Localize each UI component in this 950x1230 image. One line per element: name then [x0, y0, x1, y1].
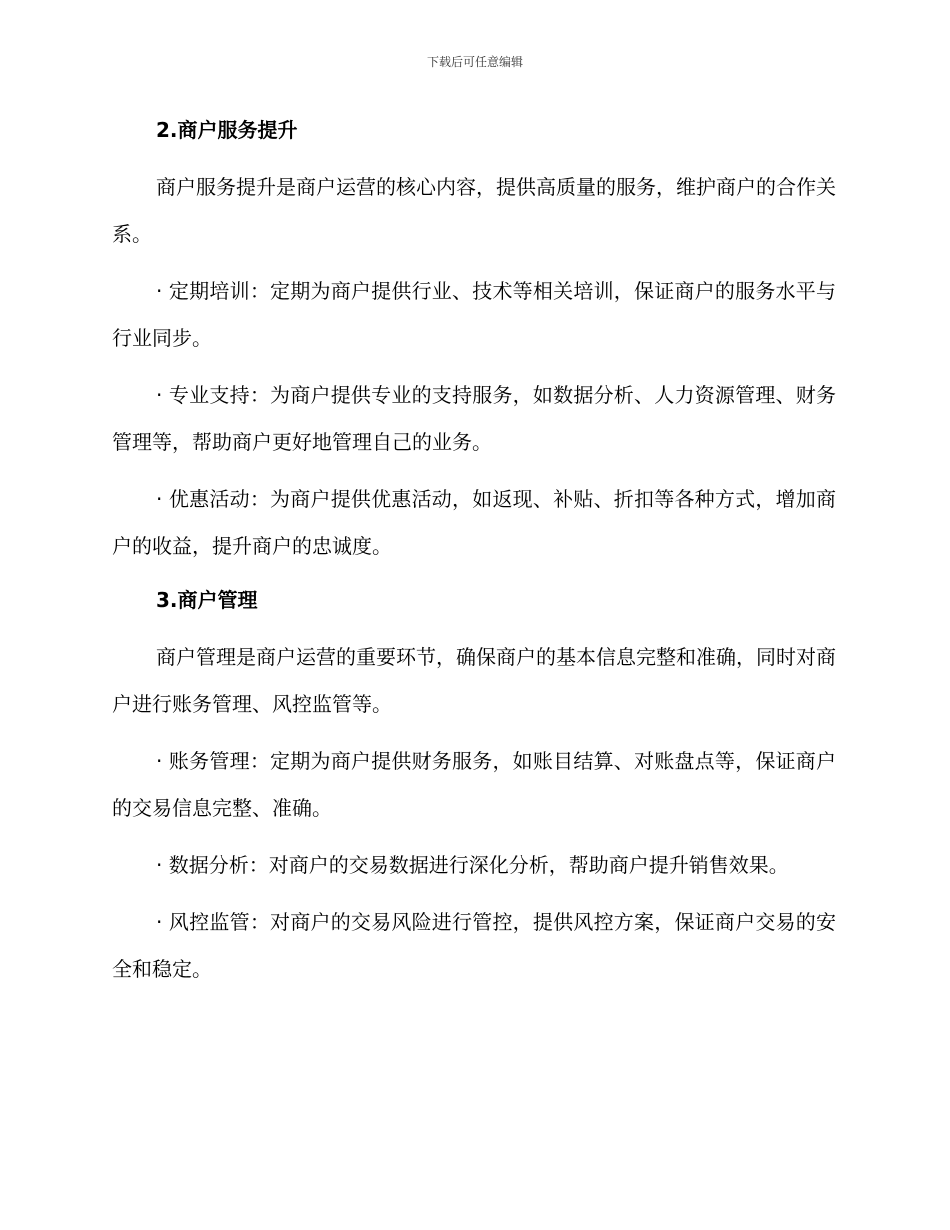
list-item-training: · 定期培训：定期为商户提供行业、技术等相关培训，保证商户的服务水平与行业同步。 [112, 279, 836, 350]
list-item-data-analysis: · 数据分析：对商户的交易数据进行深化分析，帮助商户提升销售效果。 [156, 853, 789, 877]
list-item-accounting: · 账务管理：定期为商户提供财务服务，如账目结算、对账盘点等，保证商户的交易信息完整、准确。 [112, 749, 836, 820]
section-heading-management: 3.商户管理 [156, 588, 258, 612]
document-body [112, 110, 836, 1003]
list-item-risk-control: · 风控监管：对商户的交易风险进行管控，提供风控方案，保证商户交易的安全和稳定。 [112, 910, 836, 981]
list-item-support: · 专业支持：为商户提供专业的支持服务，如数据分析、人力资源管理、财务管理等，帮助商户更好地管理自己的业务。 [112, 383, 836, 454]
paragraph-management-intro: 商户管理是商户运营的重要环节，确保商户的基本信息完整和准确，同时对商户进行账务管理、风控监管等。 [112, 645, 836, 716]
section-heading-service: 2.商户服务提升 [156, 118, 298, 142]
paragraph-service-intro: 商户服务提升是商户运营的核心内容，提供高质量的服务，维护商户的合作关系。 [112, 175, 836, 246]
page-header: 下载后可任意编辑 [426, 55, 523, 69]
list-item-promotions: · 优惠活动：为商户提供优惠活动，如返现、补贴、折扣等各种方式，增加商户的收益，提升商户的忠诚度。 [112, 487, 836, 558]
